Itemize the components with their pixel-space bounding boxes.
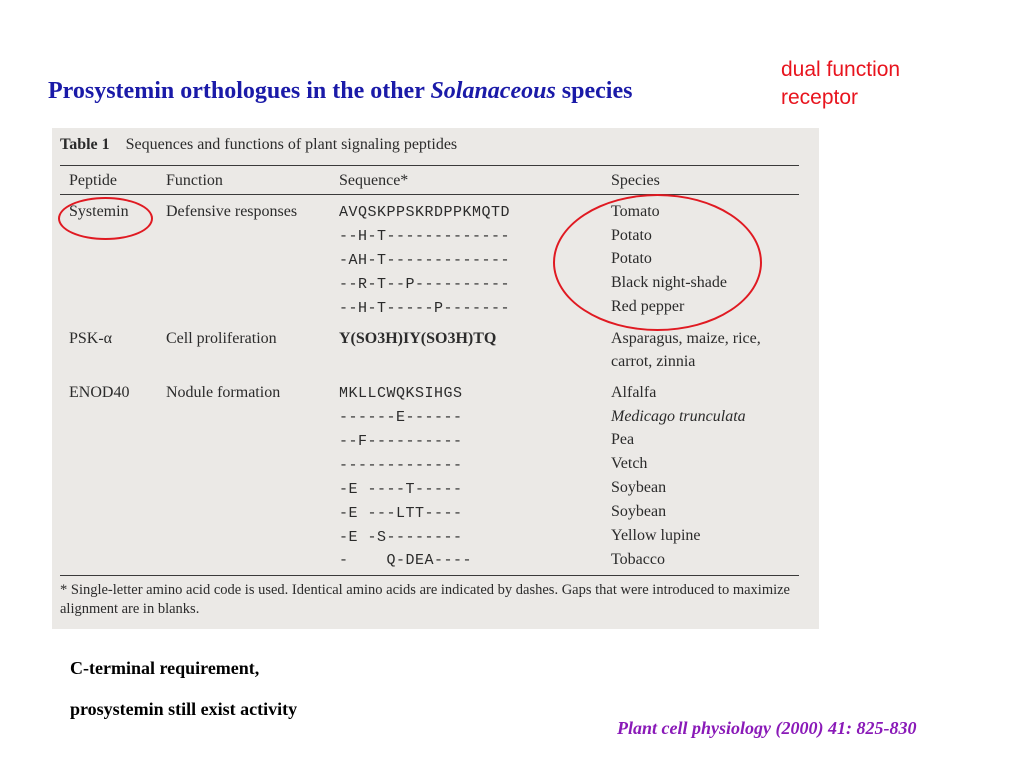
species-r10: Vetch <box>611 455 648 472</box>
species-r9: Pea <box>611 431 635 448</box>
sequence-r7: MKLLCWQKSIHGS <box>339 385 463 402</box>
sequence-r8: ------E------ <box>339 409 463 426</box>
species-r14: Tobacco <box>611 551 665 568</box>
prosystemin-activity-note: prosystemin still exist activity <box>70 699 298 719</box>
dual-function-note: dual function receptor <box>781 58 901 109</box>
citation: Plant cell physiology (2000) 41: 825-830 <box>617 718 917 738</box>
table-footnote: * Single-letter amino acid code is used. Identical amino acids are indicated by dashes. Gaps that were introduced to maximize alignment are in blanks. <box>60 582 790 617</box>
species-r4: Black night-shade <box>611 274 727 291</box>
function-psk-alpha: Cell proliferation <box>166 330 277 347</box>
function-enod40: Nodule formation <box>166 384 281 401</box>
species-r8: Medicago trunculata <box>611 408 746 425</box>
header-peptide: Peptide <box>69 172 117 189</box>
slide-title: Prosystemin orthologues in the other Solanaceous species <box>48 78 633 104</box>
sequence-r12: -E ---LTT---- <box>339 505 463 522</box>
species-r11: Soybean <box>611 479 667 496</box>
table-bottom-rule <box>60 575 799 576</box>
sequence-r11: -E ----T----- <box>339 481 463 498</box>
sequence-r4: --R-T--P---------- <box>339 276 511 293</box>
species-r3: Potato <box>611 250 652 267</box>
header-species: Species <box>611 172 660 189</box>
table-top-rule <box>60 165 799 166</box>
species-r2: Potato <box>611 227 652 244</box>
sequence-r9: --F---------- <box>339 433 463 450</box>
peptide-psk-alpha: PSK-α <box>69 330 113 347</box>
species-r6-cont: carrot, zinnia <box>611 353 696 370</box>
species-r6: Asparagus, maize, rice, <box>611 330 761 347</box>
sequence-r5: --H-T-----P------- <box>339 300 511 317</box>
sequence-r3: -AH-T------------- <box>339 252 511 269</box>
species-highlight-circle <box>553 194 762 331</box>
header-rule <box>60 194 799 195</box>
species-r13: Yellow lupine <box>611 527 701 544</box>
species-r5: Red pepper <box>611 298 685 315</box>
c-terminal-note: C-terminal requirement, <box>70 658 260 678</box>
sequence-r10: ------------- <box>339 457 463 474</box>
systemin-highlight-circle <box>58 197 153 240</box>
function-systemin: Defensive responses <box>166 203 298 220</box>
sequence-r2: --H-T------------- <box>339 228 511 245</box>
title-italic-word: Solanaceous <box>430 78 556 104</box>
sequence-r14: - Q-DEA---- <box>339 552 473 569</box>
peptide-systemin: Systemin <box>69 203 129 220</box>
table-caption: Table 1 Sequences and functions of plant signaling peptides <box>60 136 458 153</box>
species-r1: Tomato <box>611 203 660 220</box>
sequence-r13: -E -S-------- <box>339 529 463 546</box>
species-r12: Soybean <box>611 503 667 520</box>
header-function: Function <box>166 172 223 189</box>
header-sequence: Sequence* <box>339 172 409 189</box>
species-r7: Alfalfa <box>611 384 657 401</box>
sequence-r6: Y(SO3H)IY(SO3H)TQ <box>339 330 497 347</box>
sequence-r1: AVQSKPPSKRDPPKMQTD <box>339 204 511 221</box>
peptide-enod40: ENOD40 <box>69 384 130 401</box>
